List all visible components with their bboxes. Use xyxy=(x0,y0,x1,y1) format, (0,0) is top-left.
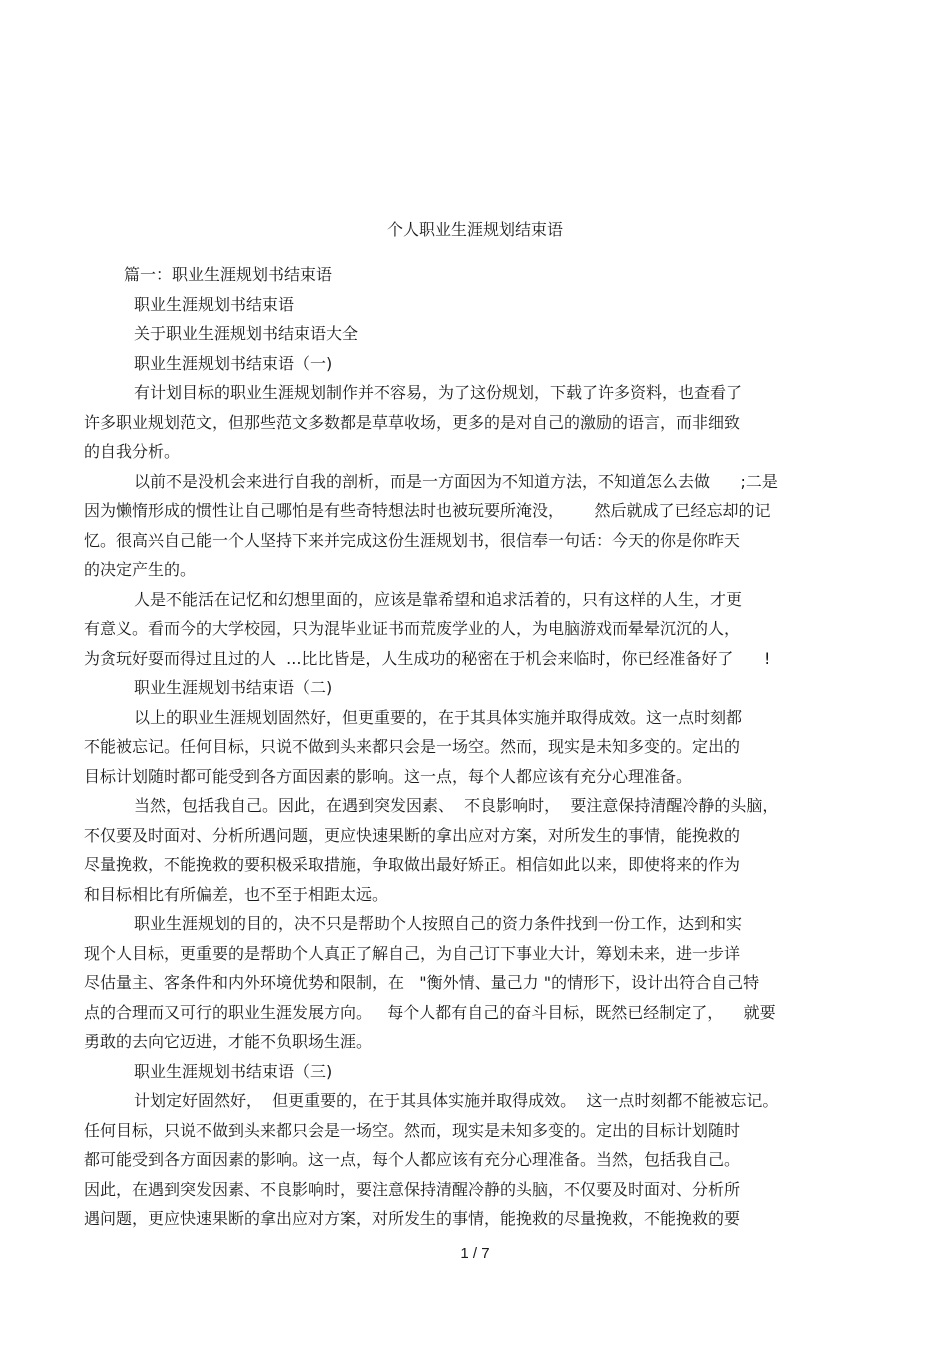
text-line: 有意义。看而今的大学校园，只为混毕业证书而荒废学业的人，为电脑游戏而晕晕沉沉的人， xyxy=(84,619,741,638)
text-line: 都可能受到各方面因素的影响。这一点，每个人都应该有充分心理准备。当然，包括我自己。 xyxy=(84,1150,741,1169)
text-line: 尽量挽救，不能挽救的要积极采取措施，争取做出最好矫正。相信如此以来，即使将来的作为 xyxy=(84,855,741,874)
text-line: 人是不能活在记忆和幻想里面的，应该是靠希望和追求活着的，只有这样的人生，才更 xyxy=(134,589,743,609)
text-line: 任何目标，只说不做到头来都只会是一场空。然而，现实是未知多变的。定出的目标计划随时 xyxy=(84,1120,741,1140)
text-line: 篇一：职业生涯规划书结束语 xyxy=(124,265,333,284)
text-line: 不能被忘记。任何目标，只说不做到头来都只会是一场空。然而，现实是未知多变的。定出的 xyxy=(84,737,741,756)
text-line: 不仅要及时面对、分析所遇问题，更应快速果断的拿出应对方案，对所发生的事情，能挽救的 xyxy=(84,825,741,845)
text-line: 以上的职业生涯规划固然好，但更重要的，在于其具体实施并取得成效。这一点时刻都 xyxy=(134,707,743,727)
text-line: 职业生涯规划书结束语（一) xyxy=(134,353,333,373)
text-line: 职业生涯规划的目的，决不只是帮助个人按照自己的资力条件找到一份工作，达到和实 xyxy=(134,914,743,933)
text-line: 有计划目标的职业生涯规划制作并不容易，为了这份规划，下载了许多资料，也查看了 xyxy=(134,383,743,402)
text-line: 忆。很高兴自己能一个人坚持下来并完成这份生涯规划书，很信奉一句话：今天的你是你昨天 xyxy=(84,530,741,550)
text-line: 点的合理而又可行的职业生涯发展方向。 每个人都有自己的奋斗目标，既然已经制定了， 就要 xyxy=(84,1002,776,1022)
text-line: 现个人目标，更重要的是帮助个人真正了解自己，为自己订下事业大计，筹划未来，进一步详 xyxy=(84,943,741,963)
text-line: 为贪玩好耍而得过且过的人 ...比比皆是，人生成功的秘密在于机会来临时，你已经准备好了 ! xyxy=(84,648,771,668)
text-line: 尽估量主、客条件和内外环境优势和限制，在 "衡外情、量己力 "的情形下，设计出符合自己特 xyxy=(84,973,760,992)
text-line: 的自我分析。 xyxy=(84,442,181,461)
text-line: 的决定产生的。 xyxy=(84,560,197,579)
text-line: 因为懒惰形成的惯性让自己哪怕是有些奇特想法时也被玩要所淹没， 然后就成了已经忘却的记 xyxy=(84,501,771,520)
text-line: 目标计划随时都可能受到各方面因素的影响。这一点，每个人都应该有充分心理准备。 xyxy=(84,766,693,786)
text-line: 因此，在遇到突发因素、不良影响时，要注意保持清醒冷静的头脑，不仅要及时面对、分析所 xyxy=(84,1179,741,1199)
document-body xyxy=(84,264,874,1238)
text-line: 职业生涯规划书结束语（三) xyxy=(134,1061,333,1081)
text-line: 当然，包括我自己。因此，在遇到突发因素、 不良影响时， 要注意保持清醒冷静的头脑， xyxy=(134,796,779,815)
text-line: 和目标相比有所偏差，也不至于相距太远。 xyxy=(84,884,389,904)
text-line: 计划定好固然好， 但更重要的，在于其具体实施并取得成效。 这一点时刻都不能被忘记。 xyxy=(134,1091,779,1110)
text-line: 职业生涯规划书结束语（二) xyxy=(134,678,333,697)
page-number: 1 / 7 xyxy=(460,1245,490,1262)
text-line: 遇问题，更应快速果断的拿出应对方案，对所发生的事情，能挽救的尽量挽救，不能挽救的要 xyxy=(84,1209,741,1228)
text-line: 职业生涯规划书结束语 xyxy=(134,294,295,314)
text-line: 以前不是没机会来进行自我的剖析，而是一方面因为不知道方法，不知道怎么去做 ;二是 xyxy=(134,471,778,491)
text-line: 勇敢的去向它迈进，才能不负职场生涯。 xyxy=(84,1032,373,1051)
document-title: 个人职业生涯规划结束语 xyxy=(386,220,563,239)
text-line: 关于职业生涯规划书结束语大全 xyxy=(134,324,359,343)
text-line: 许多职业规划范文，但那些范文多数都是草草收场，更多的是对自己的激励的语言，而非细致 xyxy=(84,412,741,432)
